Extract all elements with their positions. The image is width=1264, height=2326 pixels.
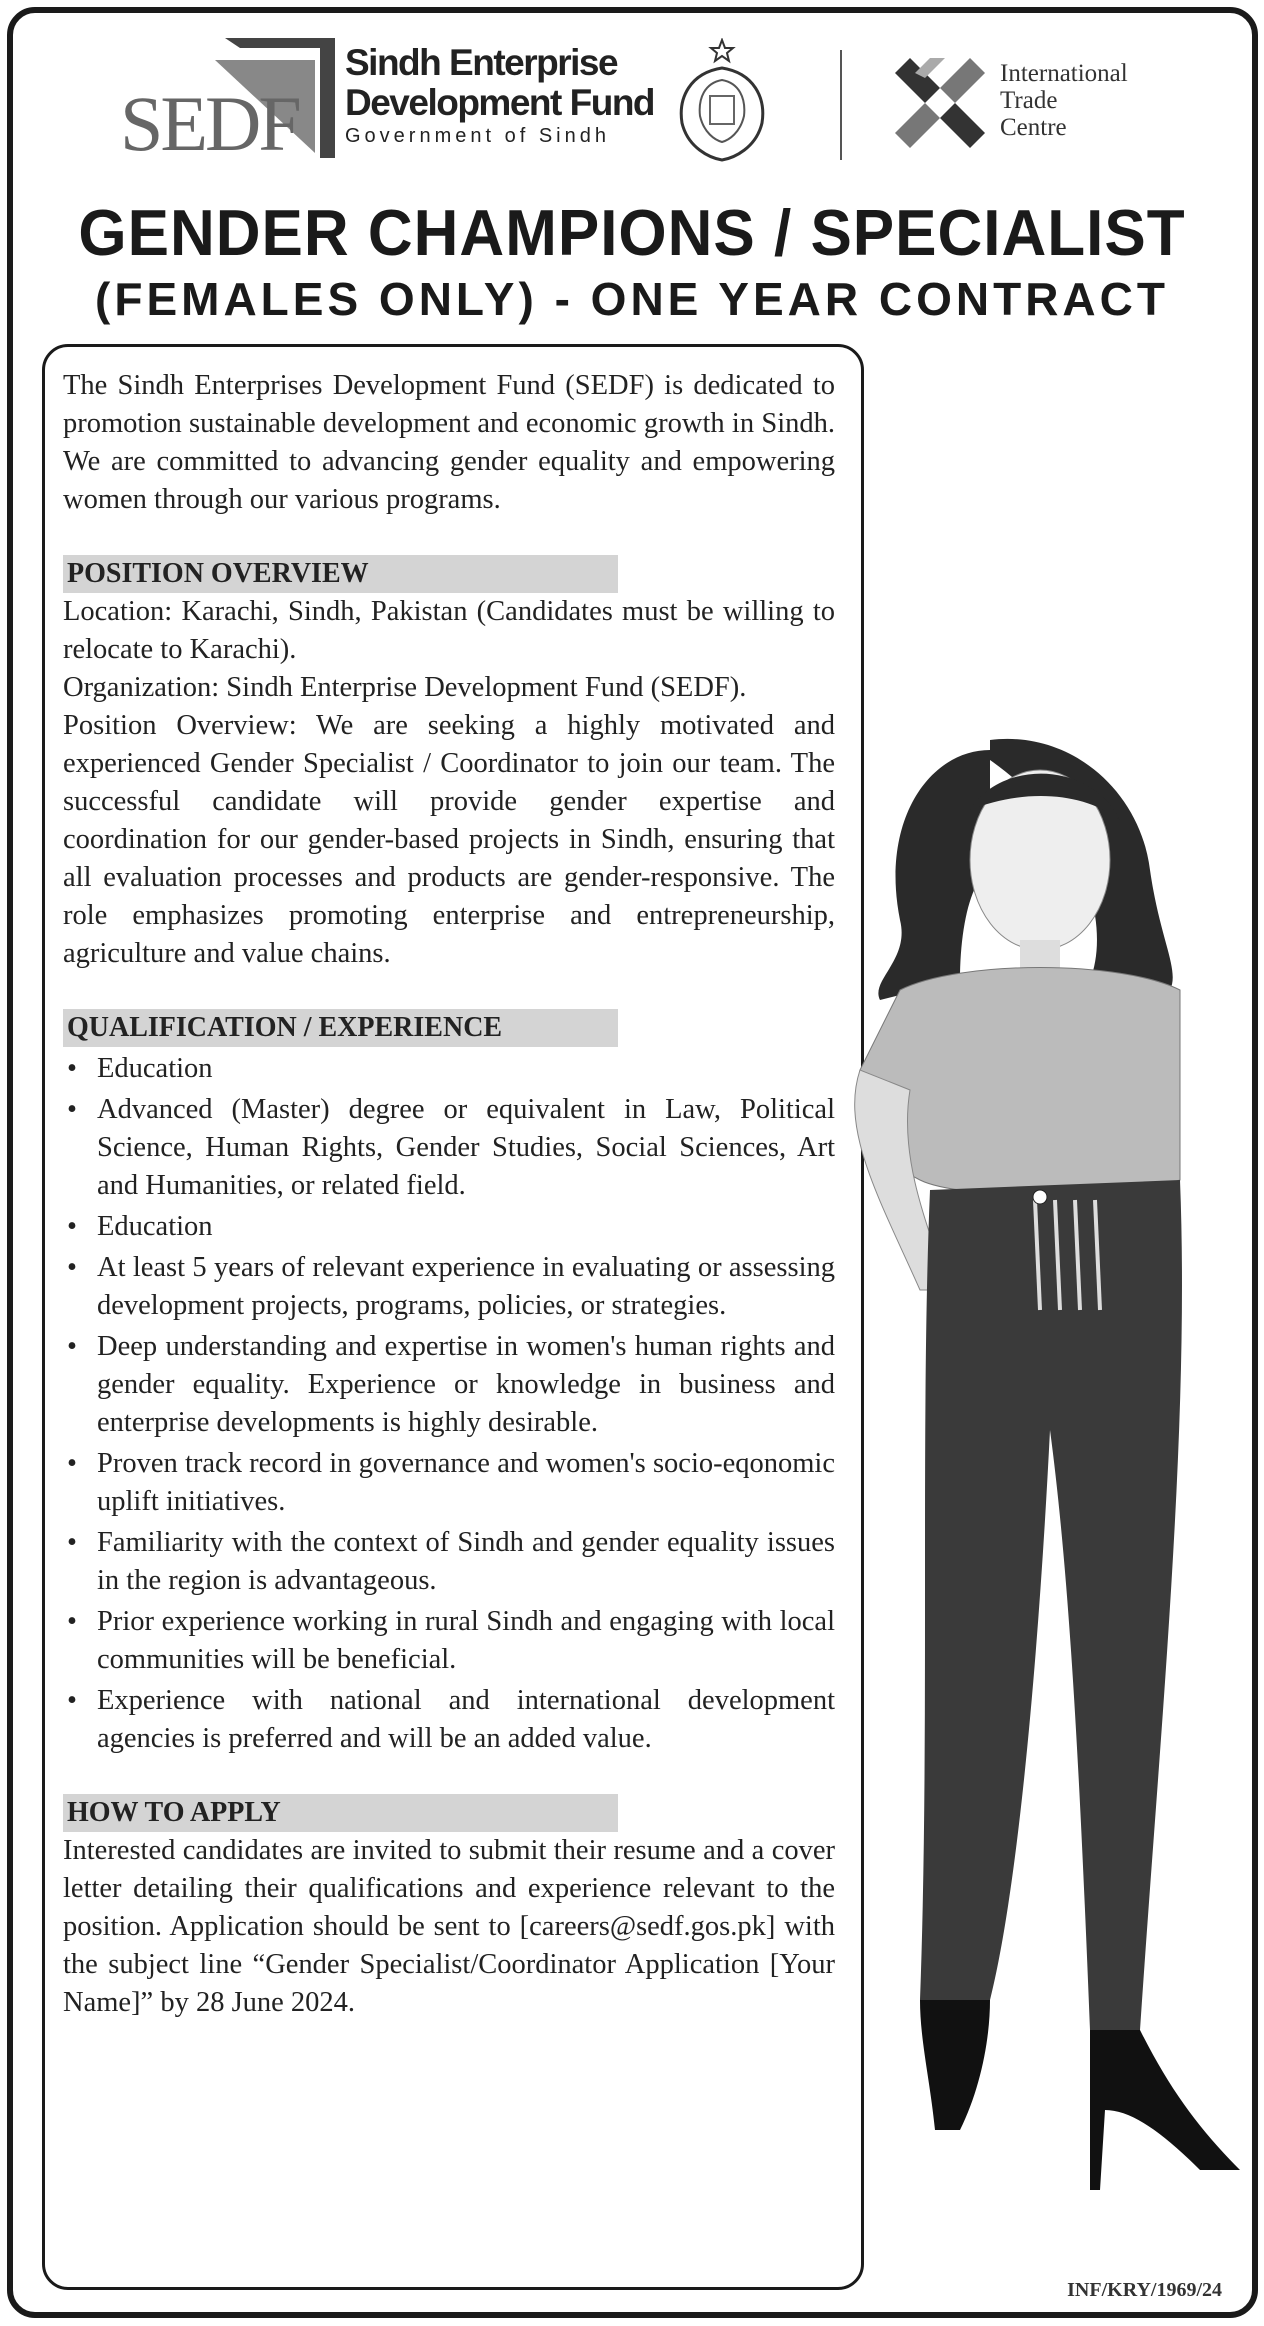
svg-text:SEDF: SEDF bbox=[120, 80, 299, 163]
list-item: • Education bbox=[63, 1208, 835, 1246]
logo-divider bbox=[840, 50, 842, 160]
overview-text: Position Overview: We are seeking a highly motivated and experienced Gender Specialist / Coordinator to join our team. The successful candidate will provide gender expertise and coordination for our gender-based projects in Sindh, ensuring that all evaluation processes and products are gender-responsive. The role emphasizes promoting enterprise and entrepreneurship, agriculture and value chains. bbox=[63, 710, 835, 969]
itc-line-3: Centre bbox=[1000, 114, 1067, 141]
list-item: • At least 5 years of relevant experience in evaluating or assessing development projects, programs, policies, or strategies. bbox=[63, 1249, 835, 1325]
itc-logo-icon bbox=[890, 53, 990, 153]
location-text: Location: Karachi, Sindh, Pakistan (Candidates must be willing to relocate to Karachi). bbox=[63, 596, 835, 665]
header-logos bbox=[120, 38, 1160, 163]
itc-line-1: International bbox=[1000, 60, 1128, 87]
itc-name bbox=[1000, 60, 1128, 141]
list-item: • Education bbox=[63, 1050, 835, 1088]
list-item: • Prior experience working in rural Sindh and engaging with local communities will be beneficial. bbox=[63, 1603, 835, 1679]
qualification-heading: QUALIFICATION / EXPERIENCE bbox=[63, 1009, 618, 1047]
org-line-1: Sindh Enterprise bbox=[345, 42, 618, 83]
job-description-box bbox=[42, 344, 864, 2290]
list-item: • Familiarity with the context of Sindh and gender equality issues in the region is advantageous. bbox=[63, 1524, 835, 1600]
sedf-logo bbox=[120, 38, 340, 163]
how-to-apply-heading: HOW TO APPLY bbox=[63, 1794, 618, 1832]
job-subtitle: (FEMALES ONLY) - ONE YEAR CONTRACT bbox=[95, 273, 1169, 325]
list-item: • Advanced (Master) degree or equivalent in Law, Political Science, Human Rights, Gender Studies, Social Sciences, Art and Humanities, or related field. bbox=[63, 1091, 835, 1205]
organization-text: Organization: Sindh Enterprise Development Fund (SEDF). bbox=[63, 672, 747, 703]
sedf-name bbox=[345, 43, 654, 148]
org-line-3: Government of Sindh bbox=[345, 125, 610, 147]
apply-text: Interested candidates are invited to submit their resume and a cover letter detailing their qualifications and experience relevant to the position. Application should be sent to [careers@sedf.gos.pk] with the subject line “Gender Specialist/Coordinator Application [Your Name]” by 28 June 2024. bbox=[63, 1835, 835, 2018]
job-title: GENDER CHAMPIONS / SPECIALIST bbox=[78, 197, 1186, 270]
woman-illustration bbox=[840, 730, 1240, 2220]
reference-number: INF/KRY/1969/24 bbox=[1067, 2279, 1222, 2301]
org-line-2: Development Fund bbox=[345, 82, 655, 123]
list-item: • Experience with national and international development agencies is preferred and will be an added value. bbox=[63, 1682, 835, 1758]
qualification-list bbox=[63, 1050, 835, 1758]
list-item: • Deep understanding and expertise in women's human rights and gender equality. Experience or knowledge in business and enterprise developments is highly desirable. bbox=[63, 1328, 835, 1442]
government-seal-icon bbox=[670, 38, 775, 163]
list-item: • Proven track record in governance and women's socio-eqonomic uplift initiatives. bbox=[63, 1445, 835, 1521]
position-overview-heading: POSITION OVERVIEW bbox=[63, 555, 618, 593]
itc-line-2: Trade bbox=[1000, 87, 1058, 114]
intro-paragraph: The Sindh Enterprises Development Fund (SEDF) is dedicated to promotion sustainable development and economic growth in Sindh. We are committed to advancing gender equality and empowering women through our various programs. bbox=[63, 370, 835, 515]
